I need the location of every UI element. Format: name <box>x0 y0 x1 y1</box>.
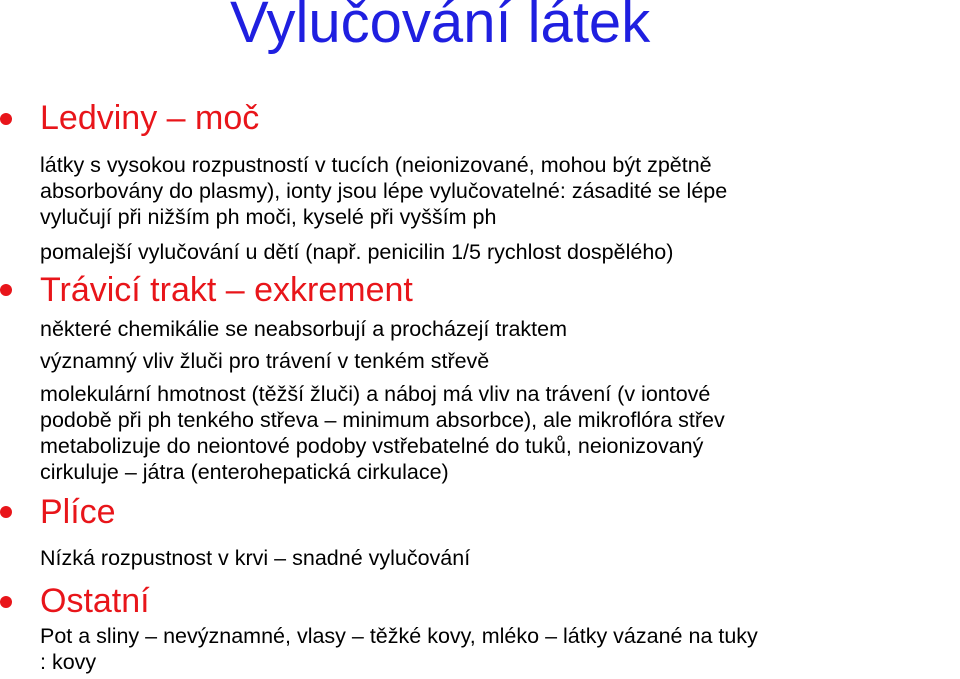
bullet-icon <box>0 596 12 608</box>
body-line: významný vliv žluči pro trávení v tenkém střevě <box>40 349 490 373</box>
section-heading-travici-trakt: Trávicí trakt – exkrement <box>40 271 413 309</box>
body-line: molekulární hmotnost (těžší žluči) a náboj má vliv na trávení (v iontové <box>40 382 711 406</box>
section-heading-ostatni: Ostatní <box>40 582 150 620</box>
slide-title: Vylučování látek <box>230 0 651 55</box>
body-line: Nízká rozpustnost v krvi – snadné vylučování <box>40 546 471 570</box>
body-line: látky s vysokou rozpustností v tucích (neionizované, mohou být zpětně <box>40 153 712 177</box>
body-line: pomalejší vylučování u dětí (např. penicilin 1/5 rychlost dospělého) <box>40 240 674 264</box>
body-line: podobě při ph tenkého střeva – minimum absorbce), ale mikroflóra střev <box>40 408 725 432</box>
body-line: absorbovány do plasmy), ionty jsou lépe vylučovatelné: zásadité se lépe <box>40 179 728 203</box>
body-line: některé chemikálie se neabsorbují a procházejí traktem <box>40 317 568 341</box>
body-line: : kovy <box>40 650 97 674</box>
bullet-icon <box>0 113 12 125</box>
body-line: vylučují při nižším ph moči, kyselé při vyšším ph <box>40 205 497 229</box>
bullet-icon <box>0 506 12 518</box>
body-line: Pot a sliny – nevýznamné, vlasy – těžké kovy, mléko – látky vázané na tuky <box>40 624 758 648</box>
section-heading-ledviny: Ledviny – moč <box>40 99 260 137</box>
body-line: metabolizuje do neiontové podoby vstřebatelné do tuků, neionizovaný <box>40 434 704 458</box>
body-line: cirkuluje – játra (enterohepatická cirkulace) <box>40 460 449 484</box>
bullet-icon <box>0 284 12 296</box>
section-heading-plice: Plíce <box>40 493 116 531</box>
